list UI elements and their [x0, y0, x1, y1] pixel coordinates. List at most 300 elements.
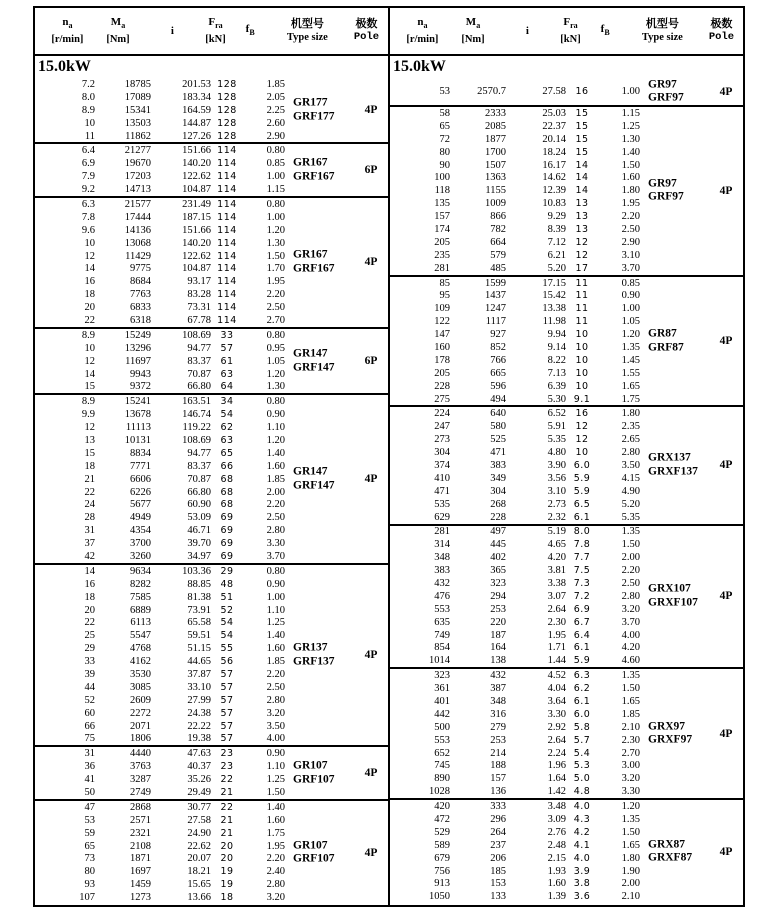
col-header-i: i — [525, 24, 529, 37]
ma-value: 304 — [490, 485, 506, 497]
type-size-label: GR97 GRF97 — [648, 78, 684, 104]
fb-value: 2.50 — [266, 302, 285, 314]
pole-label: 6P — [364, 164, 378, 177]
fb-value: 0.85 — [266, 158, 285, 170]
ma-value: 445 — [490, 539, 506, 551]
fra-value: 9.1 — [573, 393, 591, 405]
data-row — [390, 289, 743, 302]
na-value: 6.4 — [81, 145, 95, 157]
na-value: 58 — [439, 107, 450, 119]
fb-value: 3.50 — [621, 459, 640, 471]
data-row — [35, 211, 388, 224]
fb-value: 1.50 — [266, 787, 285, 799]
data-row — [35, 473, 388, 486]
ratio-value: 2.32 — [547, 511, 566, 523]
data-row — [35, 827, 388, 840]
fb-value: 1.20 — [266, 434, 285, 446]
ma-value: 237 — [490, 839, 506, 851]
ratio-value: 9.14 — [547, 341, 566, 353]
na-value: 65 — [439, 120, 450, 132]
fra-value: 4.1 — [573, 839, 591, 851]
col-header-typesize: 机型号 Type size — [286, 18, 328, 43]
data-row — [35, 447, 388, 460]
ratio-value: 83.28 — [187, 289, 211, 301]
fra-value: 114 — [217, 145, 237, 157]
data-row — [390, 785, 743, 798]
ratio-value: 1.39 — [547, 891, 566, 903]
ratio-value: 94.77 — [187, 447, 211, 459]
gear-block-grx97-4p — [390, 667, 743, 798]
ma-value: 333 — [490, 801, 506, 813]
fb-value: 1.20 — [621, 801, 640, 813]
ma-value: 1806 — [130, 733, 151, 745]
fra-value: 114 — [217, 211, 237, 223]
na-value: 7.2 — [81, 78, 95, 90]
ratio-value: 3.81 — [547, 565, 566, 577]
na-value: 553 — [434, 603, 450, 615]
ratio-value: 9.29 — [547, 211, 566, 223]
fra-value: 6.1 — [573, 696, 591, 708]
na-value: 535 — [434, 498, 450, 510]
na-value: 7.9 — [81, 171, 95, 183]
na-value: 314 — [434, 539, 450, 551]
ma-value: 11862 — [125, 130, 151, 142]
col-header-ma: $M_a$ [Nm] — [461, 16, 485, 45]
na-value: 745 — [434, 760, 450, 772]
ma-value: 6226 — [130, 486, 151, 498]
col-header-pole: 极数 Pole — [353, 18, 380, 43]
type-size-label: GRX97 GRXF97 — [648, 720, 693, 746]
fb-value: 2.20 — [621, 211, 640, 223]
data-row — [35, 380, 388, 393]
data-row — [390, 393, 743, 406]
ma-value: 471 — [490, 447, 506, 459]
fb-value: 1.15 — [621, 107, 640, 119]
fra-value: 19 — [220, 879, 234, 891]
ratio-value: 6.39 — [547, 380, 566, 392]
ma-value: 136 — [490, 786, 506, 798]
na-value: 348 — [434, 552, 450, 564]
na-value: 109 — [434, 303, 450, 315]
data-row — [35, 368, 388, 381]
ma-value: 15241 — [124, 396, 151, 408]
fb-value: 4.20 — [621, 642, 640, 654]
ratio-value: 67.78 — [187, 314, 211, 326]
data-row — [35, 395, 388, 408]
table-left — [35, 8, 388, 905]
fra-value: 22 — [220, 801, 234, 813]
na-value: 442 — [434, 708, 450, 720]
fb-value: 3.20 — [266, 707, 285, 719]
power-rating-label: 15.0kW — [38, 58, 91, 75]
fb-value: 2.80 — [266, 879, 285, 891]
ratio-value: 73.31 — [187, 302, 211, 314]
na-value: 22 — [84, 617, 95, 629]
fb-value: 3.20 — [621, 773, 640, 785]
ma-value: 13678 — [124, 409, 151, 421]
ratio-value: 9.94 — [547, 329, 566, 341]
ma-value: 383 — [490, 459, 506, 471]
fb-value: 2.20 — [266, 853, 285, 865]
na-value: 8.9 — [81, 104, 95, 116]
na-value: 52 — [84, 694, 95, 706]
fra-value: 21 — [220, 814, 234, 826]
data-row — [390, 772, 743, 785]
fra-value: 16 — [575, 85, 589, 97]
fra-value: 14 — [575, 172, 589, 184]
fb-value: 1.75 — [621, 393, 640, 405]
fb-value: 1.70 — [266, 263, 285, 275]
ma-value: 4440 — [130, 748, 151, 760]
fra-value: 114 — [217, 289, 237, 301]
ratio-value: 18.21 — [187, 866, 211, 878]
ma-value: 365 — [490, 565, 506, 577]
pole-label: 4P — [719, 85, 733, 98]
fra-value: 128 — [217, 91, 237, 103]
gear-block-grx107-4p — [390, 524, 743, 668]
ratio-value: 122.62 — [182, 250, 211, 262]
na-value: 235 — [434, 249, 450, 261]
data-row — [390, 341, 743, 354]
fra-value: 7.3 — [573, 578, 591, 589]
pole-label: 4P — [719, 335, 733, 348]
fb-value: 2.80 — [266, 525, 285, 537]
data-row — [35, 760, 388, 773]
na-value: 472 — [434, 814, 450, 826]
ma-value: 782 — [490, 223, 506, 235]
ma-value: 6606 — [130, 473, 151, 485]
ratio-value: 25.03 — [542, 107, 566, 119]
na-value: 756 — [434, 865, 450, 877]
na-value: 31 — [84, 525, 95, 537]
ratio-value: 24.90 — [187, 827, 211, 839]
fb-value: 2.30 — [621, 734, 640, 746]
fb-value: 0.85 — [621, 277, 640, 289]
fra-value: 57 — [220, 707, 234, 719]
data-row — [390, 800, 743, 813]
fb-value: 3.00 — [621, 760, 640, 772]
col-header-fb: $f_B$ — [245, 22, 255, 38]
ratio-value: 3.56 — [547, 472, 566, 484]
na-value: 24 — [84, 499, 95, 511]
fra-value: 6.0 — [573, 459, 591, 471]
na-value: 8.9 — [81, 329, 95, 341]
fra-value: 6.5 — [573, 498, 591, 510]
na-value: 589 — [434, 839, 450, 851]
fra-value: 54 — [220, 630, 234, 642]
na-value: 12 — [84, 355, 95, 367]
fb-value: 5.20 — [621, 498, 640, 510]
data-row — [390, 328, 743, 341]
na-value: 9.9 — [81, 409, 95, 421]
fra-value: 14 — [575, 185, 589, 197]
ratio-value: 13.38 — [542, 303, 566, 315]
fra-value: 29 — [220, 565, 234, 577]
ratio-value: 33.10 — [187, 681, 211, 693]
na-value: 401 — [434, 696, 450, 708]
data-row — [35, 617, 388, 630]
ma-value: 1363 — [485, 172, 506, 184]
fra-value: 12 — [575, 249, 589, 261]
ma-value: 349 — [490, 472, 506, 484]
fra-value: 51 — [220, 591, 234, 603]
ratio-value: 15.42 — [542, 290, 566, 302]
pole-label: 6P — [364, 355, 378, 368]
na-value: 29 — [84, 643, 95, 655]
na-value: 178 — [434, 354, 450, 366]
data-row — [35, 720, 388, 733]
ratio-value: 1.42 — [547, 786, 566, 798]
data-row — [390, 262, 743, 275]
fb-value: 1.20 — [266, 224, 285, 236]
fra-value: 114 — [217, 302, 237, 314]
table-body-right — [390, 78, 743, 903]
ma-value: 316 — [490, 708, 506, 720]
data-row — [35, 262, 388, 275]
gear-block-grx87-4p — [390, 798, 743, 903]
fb-value: 2.65 — [621, 434, 640, 446]
fb-value: 1.65 — [621, 696, 640, 708]
ratio-value: 5.20 — [547, 262, 566, 274]
na-value: 90 — [439, 159, 450, 171]
ma-value: 2108 — [130, 840, 151, 852]
pole-label: 4P — [364, 256, 378, 269]
na-value: 749 — [434, 629, 450, 641]
fra-value: 69 — [220, 512, 234, 524]
ratio-value: 4.52 — [547, 670, 566, 682]
fra-value: 114 — [217, 224, 237, 236]
gear-block-gr167-4p — [35, 196, 388, 327]
na-value: 12 — [84, 422, 95, 434]
fb-value: 0.80 — [266, 145, 285, 157]
na-value: 44 — [84, 681, 95, 693]
na-value: 679 — [434, 852, 450, 864]
ma-value: 2571 — [130, 814, 151, 826]
data-row — [35, 104, 388, 117]
fb-value: 2.10 — [621, 891, 640, 903]
ma-value: 15249 — [124, 329, 151, 341]
na-value: 10 — [84, 342, 95, 354]
ma-value: 5547 — [130, 630, 151, 642]
ma-value: 153 — [490, 878, 506, 890]
na-value: 160 — [434, 341, 450, 353]
na-value: 28 — [84, 512, 95, 524]
na-value: 635 — [434, 616, 450, 628]
ratio-value: 27.58 — [187, 814, 211, 826]
fb-value: 1.60 — [621, 172, 640, 184]
ma-value: 14136 — [124, 224, 151, 236]
ratio-value: 3.10 — [547, 485, 566, 497]
fb-value: 2.10 — [621, 721, 640, 733]
ma-value: 6833 — [130, 302, 151, 314]
col-header-na: $n_a$ [r/min] — [406, 16, 439, 45]
fb-value: 2.90 — [266, 130, 285, 142]
fra-value: 33 — [220, 329, 234, 341]
data-row — [35, 342, 388, 355]
data-row — [390, 184, 743, 197]
type-size-label: GR147 GRF147 — [293, 465, 335, 492]
fra-value: 5.9 — [573, 472, 591, 484]
na-value: 471 — [434, 485, 450, 497]
na-value: 20 — [84, 302, 95, 314]
fra-value: 48 — [220, 578, 234, 590]
fb-value: 1.80 — [621, 852, 640, 864]
na-value: 304 — [434, 447, 450, 459]
fra-value: 15 — [575, 107, 589, 119]
data-row — [390, 433, 743, 446]
fra-value: 114 — [217, 250, 237, 262]
fb-value: 2.50 — [621, 578, 640, 589]
na-value: 95 — [439, 290, 450, 302]
ratio-value: 66.80 — [187, 381, 211, 393]
col-header-fra: $F_{ra}$ [kN] — [560, 16, 581, 45]
ma-value: 10131 — [124, 434, 151, 446]
fra-value: 21 — [220, 787, 234, 799]
fb-value: 1.85 — [621, 708, 640, 720]
ratio-value: 11.98 — [542, 316, 566, 328]
data-row — [35, 591, 388, 604]
na-value: 65 — [84, 840, 95, 852]
data-row — [390, 551, 743, 564]
ratio-value: 16.17 — [542, 159, 566, 171]
data-row — [35, 733, 388, 746]
fb-value: 1.35 — [621, 526, 640, 538]
na-value: 25 — [84, 630, 95, 642]
na-value: 53 — [439, 85, 450, 97]
fra-value: 11 — [575, 277, 589, 289]
data-row — [390, 708, 743, 721]
data-row — [390, 197, 743, 210]
fra-value: 17 — [575, 262, 589, 274]
fb-value: 1.50 — [621, 159, 640, 171]
na-value: 6.9 — [81, 158, 95, 170]
ma-value: 323 — [490, 578, 506, 589]
ratio-value: 122.62 — [182, 171, 211, 183]
catalog-page-frame — [33, 6, 745, 907]
data-row — [390, 813, 743, 826]
fb-value: 1.40 — [266, 447, 285, 459]
na-value: 135 — [434, 198, 450, 210]
na-value: 273 — [434, 434, 450, 446]
na-value: 41 — [84, 774, 95, 786]
ma-value: 157 — [490, 773, 506, 785]
data-row — [390, 236, 743, 249]
fb-value: 0.90 — [266, 578, 285, 590]
fb-value: 2.50 — [266, 512, 285, 524]
data-row — [35, 853, 388, 866]
na-value: 21 — [84, 473, 95, 485]
na-value: 73 — [84, 853, 95, 865]
ma-value: 206 — [490, 852, 506, 864]
ma-value: 494 — [490, 393, 506, 405]
na-value: 890 — [434, 773, 450, 785]
fb-value: 1.10 — [266, 604, 285, 616]
fra-value: 128 — [217, 78, 237, 90]
data-row — [35, 668, 388, 681]
ratio-value: 17.15 — [542, 277, 566, 289]
ma-value: 21277 — [124, 145, 151, 157]
fra-value: 68 — [220, 473, 234, 485]
ratio-value: 44.65 — [187, 656, 211, 668]
na-value: 7.8 — [81, 211, 95, 223]
data-row — [35, 486, 388, 499]
ratio-value: 108.69 — [182, 329, 211, 341]
na-value: 15 — [84, 447, 95, 459]
ma-value: 2071 — [130, 720, 151, 732]
fra-value: 5.4 — [573, 747, 591, 759]
ratio-value: 187.15 — [182, 211, 211, 223]
fra-value: 54 — [220, 409, 234, 421]
ma-value: 294 — [490, 590, 506, 602]
data-row — [35, 773, 388, 786]
data-row — [35, 224, 388, 237]
data-row — [35, 408, 388, 421]
data-row — [390, 302, 743, 315]
data-row — [390, 498, 743, 511]
ratio-value: 1.71 — [547, 642, 566, 654]
na-value: 157 — [434, 211, 450, 223]
ma-value: 6113 — [130, 617, 151, 629]
fb-value: 4.90 — [621, 485, 640, 497]
ma-value: 138 — [490, 655, 506, 667]
na-value: 147 — [434, 329, 450, 341]
ratio-value: 8.22 — [547, 354, 566, 366]
fra-value: 5.7 — [573, 734, 591, 746]
data-row — [35, 288, 388, 301]
ma-value: 11113 — [125, 422, 151, 434]
ratio-value: 15.65 — [187, 879, 211, 891]
ma-value: 1599 — [485, 277, 506, 289]
na-value: 37 — [84, 538, 95, 550]
fra-value: 16 — [575, 408, 589, 420]
data-row — [390, 642, 743, 655]
type-size-label: GR107 GRF107 — [293, 759, 335, 786]
fra-value: 114 — [217, 263, 237, 275]
fb-value: 1.10 — [266, 761, 285, 773]
na-value: 529 — [434, 826, 450, 838]
ma-value: 8282 — [130, 578, 151, 590]
na-value: 476 — [434, 590, 450, 602]
gear-block-gr177-4p — [35, 78, 388, 142]
data-row — [35, 329, 388, 342]
fra-value: 7.8 — [573, 539, 591, 551]
fra-value: 128 — [217, 104, 237, 116]
type-size-label: GRX107 GRXF107 — [648, 582, 698, 609]
table-right — [388, 8, 743, 905]
fra-value: 63 — [220, 434, 234, 446]
fra-value: 14 — [575, 159, 589, 171]
fra-value: 8.0 — [573, 526, 591, 538]
pole-label: 4P — [364, 649, 378, 662]
fra-value: 114 — [217, 198, 237, 210]
ratio-value: 4.04 — [547, 683, 566, 695]
fb-value: 1.20 — [621, 329, 640, 341]
fra-value: 69 — [220, 551, 234, 562]
na-value: 205 — [434, 367, 450, 379]
fb-value: 1.05 — [266, 355, 285, 367]
fra-value: 7.2 — [573, 590, 591, 602]
fb-value: 4.60 — [621, 655, 640, 667]
ma-value: 13068 — [124, 237, 151, 249]
data-row — [35, 655, 388, 668]
type-size-label: GR87 GRF87 — [648, 327, 684, 354]
ratio-value: 6.21 — [547, 249, 566, 261]
na-value: 36 — [84, 761, 95, 773]
ma-value: 387 — [490, 683, 506, 695]
na-value: 22 — [84, 486, 95, 498]
fra-value: 11 — [575, 316, 589, 328]
ma-value: 1700 — [485, 146, 506, 158]
